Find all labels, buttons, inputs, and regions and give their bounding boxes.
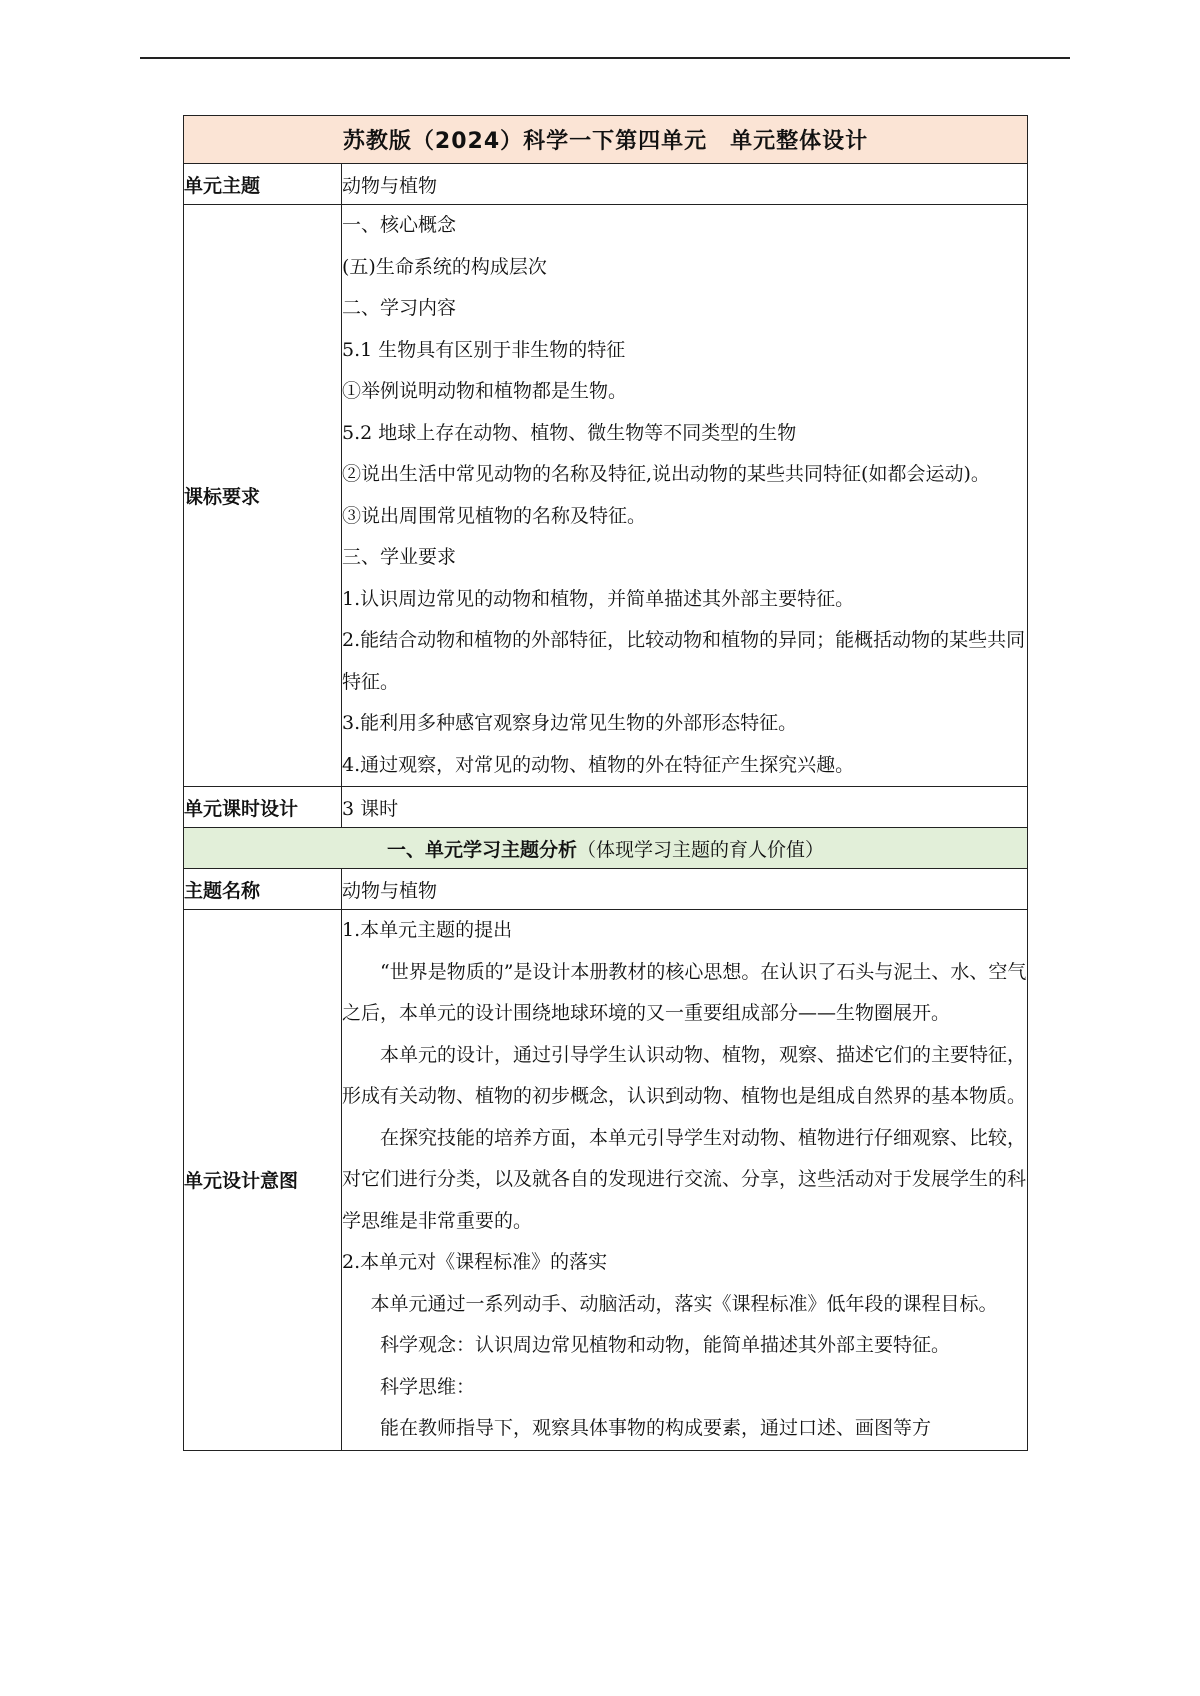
curriculum-line: 三、学业要求 <box>342 546 457 568</box>
curriculum-line: (五)生命系统的构成层次 <box>342 255 547 278</box>
curriculum-line: 二、学习内容 <box>342 297 457 319</box>
curriculum-line: 5.2 地球上存在动物、植物、微生物等不同类型的生物 <box>342 421 797 444</box>
intent-paragraph: 本单元通过一系列动手、动脑活动，落实《课程标准》低年段的课程目标。 <box>370 1292 998 1315</box>
intent-paragraph: 科学观念：认识周边常见植物和动物，能简单描述其外部主要特征。 <box>380 1334 951 1356</box>
curriculum-line: 3.能利用多种感官观察身边常见生物的外部形态特征。 <box>342 712 798 734</box>
unit-theme-row <box>184 164 1028 205</box>
curriculum-label: 课标要求 <box>184 205 342 787</box>
design-intent-label: 单元设计意图 <box>184 910 342 1451</box>
intent-paragraph: 能在教师指导下，观察具体事物的构成要素，通过口述、画图等方 <box>380 1417 932 1439</box>
curriculum-line: 4.通过观察，对常见的动物、植物的外在特征产生探究兴趣。 <box>342 753 855 776</box>
intent-paragraph: 科学思维： <box>380 1375 476 1398</box>
curriculum-content <box>342 205 1028 787</box>
curriculum-line: 5.1 生物具有区别于非生物的特征 <box>342 338 626 361</box>
curriculum-line: 1.认识周边常见的动物和植物，并简单描述其外部主要特征。 <box>342 587 855 610</box>
lesson-design-label: 单元课时设计 <box>184 787 342 828</box>
lesson-design-row <box>184 787 1028 828</box>
design-intent-row <box>184 910 1028 1451</box>
design-intent-content <box>342 910 1028 1451</box>
topic-name-row <box>184 869 1028 910</box>
unit-theme-label: 单元主题 <box>184 164 342 205</box>
title-row <box>184 116 1028 164</box>
section-header <box>184 828 1028 869</box>
curriculum-line: 2.能结合动物和植物的外部特征，比较动物和植物的异同；能概括动物的某些共同特征。 <box>342 629 1026 693</box>
curriculum-line: ①举例说明动物和植物都是生物。 <box>342 380 628 402</box>
section-header-row <box>184 828 1028 869</box>
unit-design-table <box>183 115 1028 1451</box>
curriculum-line: ③说出周围常见植物的名称及特征。 <box>342 504 647 527</box>
document-title: 苏教版（2024）科学一下第四单元 单元整体设计 <box>184 116 1028 164</box>
intent-paragraph: 2.本单元对《课程标准》的落实 <box>342 1251 608 1273</box>
lesson-design-value: 3 课时 <box>342 787 1028 828</box>
section-header-bold: 一、单元学习主题分析 <box>386 838 577 861</box>
intent-paragraph: 1.本单元主题的提出 <box>342 919 513 941</box>
unit-theme-value: 动物与植物 <box>342 164 1028 205</box>
intent-paragraph: “世界是物质的”是设计本册教材的核心思想。在认识了石头与泥土、水、空气之后，本单元的设计围绕地球环境的又一重要组成部分——生物圈展开。 <box>342 960 1027 1024</box>
header-rule <box>140 57 1070 59</box>
curriculum-line: ②说出生活中常见动物的名称及特征,说出动物的某些共同特征(如都会运动)。 <box>342 463 990 485</box>
intent-paragraph: 在探究技能的培养方面，本单元引导学生对动物、植物进行仔细观察、比较，对它们进行分类，以及就各自的发现进行交流、分享，这些活动对于发展学生的科学思维是非常重要的。 <box>342 1126 1027 1232</box>
topic-name-value: 动物与植物 <box>342 869 1028 910</box>
intent-paragraph: 本单元的设计，通过引导学生认识动物、植物，观察、描述它们的主要特征，形成有关动物、植物的初步概念，认识到动物、植物也是组成自然界的基本物质。 <box>342 1043 1027 1107</box>
curriculum-line: 一、核心概念 <box>342 214 457 236</box>
topic-name-label: 主题名称 <box>184 869 342 910</box>
curriculum-row <box>184 205 1028 787</box>
section-header-note: （体现学习主题的育人价值） <box>577 838 825 861</box>
